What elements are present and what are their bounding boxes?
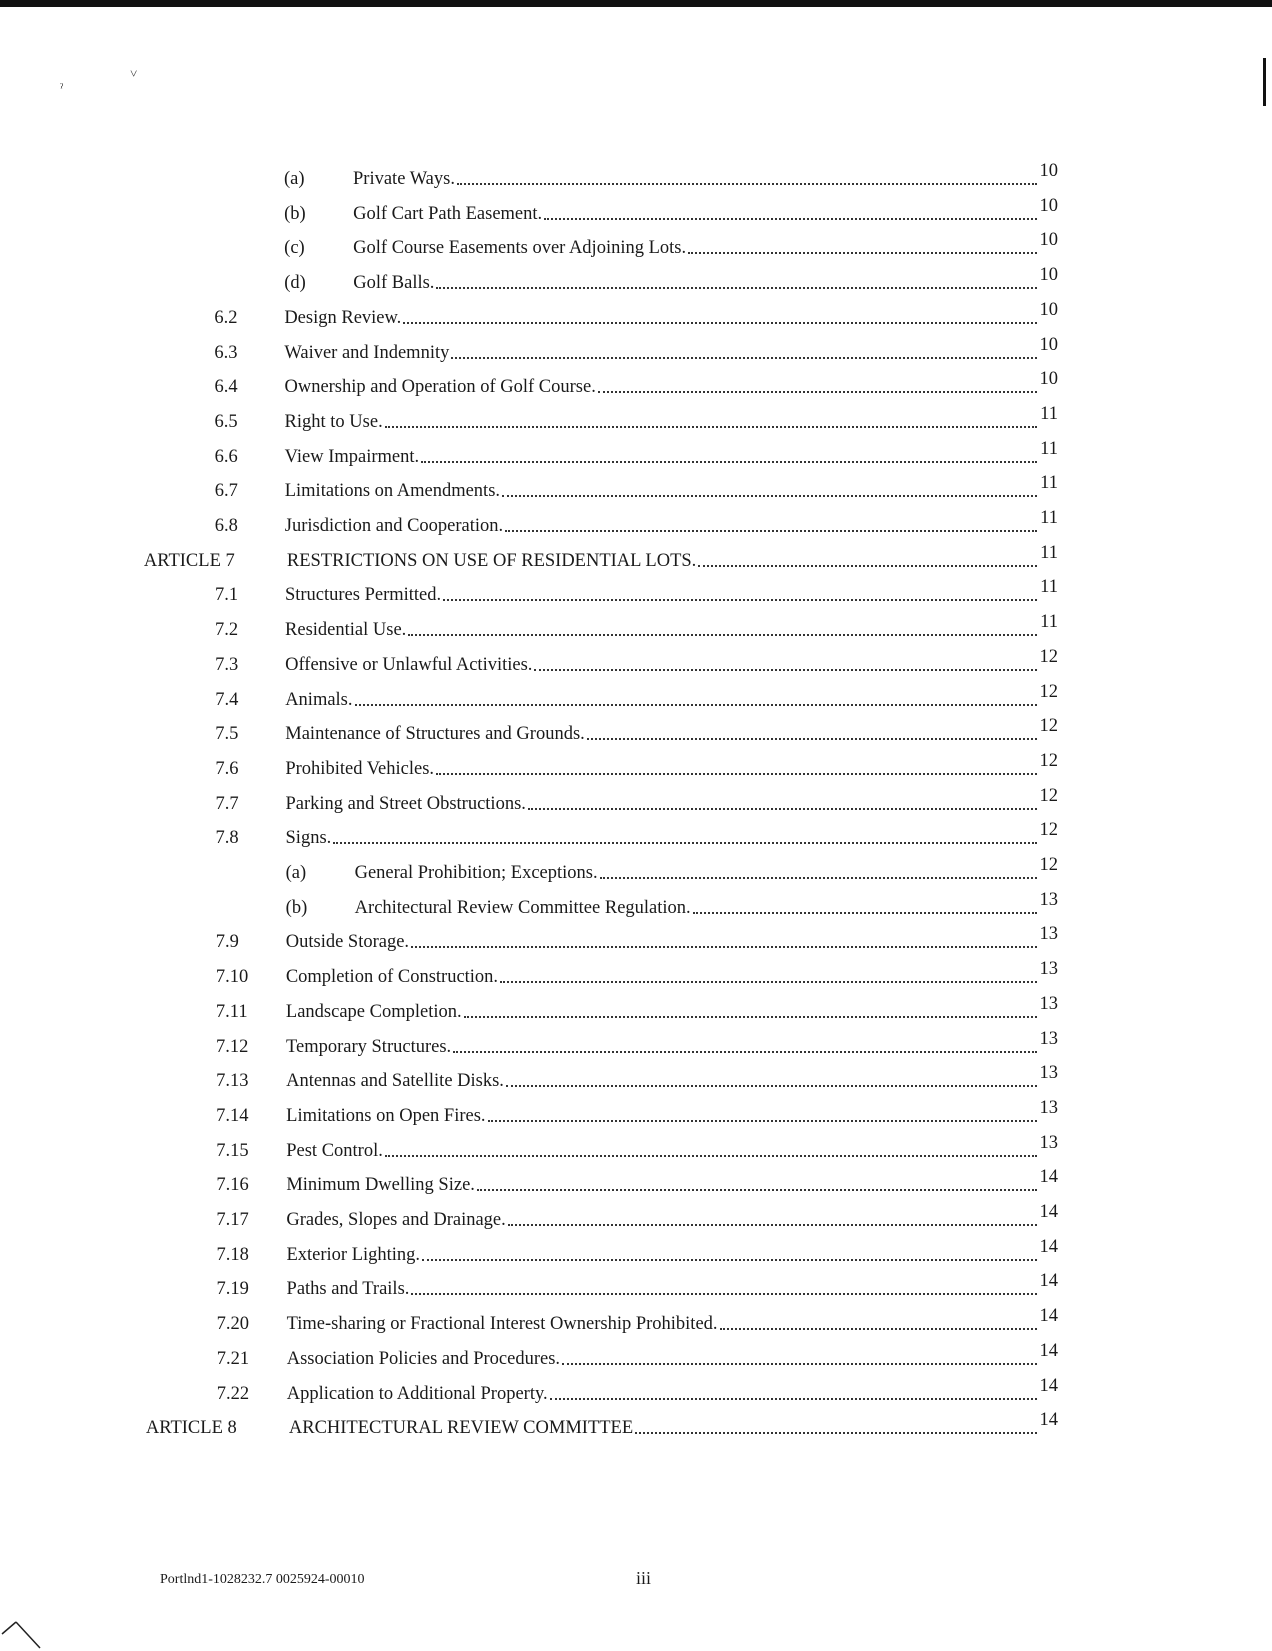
toc-entry-page: 10 xyxy=(1039,265,1058,285)
toc-entry-page: 14 xyxy=(1039,1341,1058,1361)
toc-entry-page: 12 xyxy=(1039,682,1058,702)
toc-dot-leader xyxy=(506,1085,1037,1087)
toc-dot-leader xyxy=(411,946,1036,948)
toc-entry-number: 6.5 xyxy=(214,412,238,432)
toc-entry-page: 12 xyxy=(1039,786,1058,806)
toc-entry-page: 13 xyxy=(1039,1029,1058,1049)
toc-entry-title: Temporary Structures. xyxy=(286,1037,452,1057)
toc-entry xyxy=(0,1270,1272,1300)
toc-entry-title: Ownership and Operation of Golf Course. xyxy=(284,377,596,397)
toc-dot-leader xyxy=(505,530,1037,532)
toc-entry xyxy=(0,1305,1272,1335)
toc-entry xyxy=(0,1409,1272,1439)
toc-entry xyxy=(0,1132,1272,1162)
toc-entry-page: 11 xyxy=(1040,404,1058,424)
toc-entry-subletter: (a) xyxy=(285,863,307,883)
toc-entry-subletter: (d) xyxy=(284,273,306,293)
toc-entry-page: 11 xyxy=(1040,543,1058,563)
toc-entry-number: 7.9 xyxy=(215,932,239,952)
toc-entry-page: 12 xyxy=(1039,751,1058,771)
toc-entry-number: 6.8 xyxy=(214,516,238,536)
toc-entry-title: Private Ways. xyxy=(353,169,455,189)
toc-entry-page: 10 xyxy=(1039,369,1058,389)
toc-dot-leader xyxy=(436,287,1036,289)
toc-entry-number: 7.4 xyxy=(215,690,239,710)
toc-dot-leader xyxy=(411,1293,1036,1295)
toc-dot-leader xyxy=(600,877,1037,879)
scan-corner-mark xyxy=(0,1612,44,1651)
toc-dot-leader xyxy=(488,1120,1037,1122)
toc-entry-number: 7.7 xyxy=(215,794,239,814)
toc-entry-title: Time-sharing or Fractional Interest Ownership Prohibited. xyxy=(286,1314,718,1334)
toc-entry-title: Landscape Completion. xyxy=(285,1002,462,1022)
toc-entry-title: Parking and Street Obstructions. xyxy=(285,794,526,814)
toc-entry-page: 12 xyxy=(1039,855,1058,875)
toc-entry xyxy=(0,403,1272,433)
toc-entry xyxy=(0,542,1272,572)
toc-entry-title: Pest Control. xyxy=(286,1141,383,1161)
toc-entry-page: 11 xyxy=(1040,508,1058,528)
toc-entry-number: ARTICLE 7 xyxy=(143,551,235,571)
toc-entry-title: Minimum Dwelling Size. xyxy=(286,1175,475,1195)
toc-entry xyxy=(0,750,1272,780)
toc-entry-page: 10 xyxy=(1039,196,1058,216)
toc-entry-page: 14 xyxy=(1039,1410,1058,1430)
toc-dot-leader xyxy=(534,669,1036,671)
toc-entry-title: View Impairment. xyxy=(284,447,420,467)
toc-entry-number: 6.4 xyxy=(214,377,238,397)
toc-entry-title: Golf Course Easements over Adjoining Lots. xyxy=(353,238,687,258)
scan-top-edge xyxy=(0,0,1272,7)
toc-entry-number: 7.12 xyxy=(216,1037,249,1057)
toc-entry-title: Animals. xyxy=(285,690,353,710)
toc-dot-leader xyxy=(457,183,1037,185)
toc-dot-leader xyxy=(464,1016,1037,1018)
toc-entry-number: 6.7 xyxy=(214,481,238,501)
toc-entry-number: 6.6 xyxy=(214,447,238,467)
toc-entry-title: Golf Balls. xyxy=(353,273,435,293)
toc-dot-leader xyxy=(355,704,1037,706)
toc-dot-leader xyxy=(544,218,1036,220)
toc-entry xyxy=(0,854,1272,884)
toc-entry-title: Right to Use. xyxy=(284,412,383,432)
toc-entry-title: Grades, Slopes and Drainage. xyxy=(286,1210,506,1230)
toc-entry-title: Design Review. xyxy=(284,308,402,328)
toc-entry-number: 7.13 xyxy=(216,1071,249,1091)
toc-entry-page: 10 xyxy=(1039,335,1058,355)
toc-entry-page: 10 xyxy=(1039,300,1058,320)
toc-entry-page: 14 xyxy=(1039,1306,1058,1326)
toc-dot-leader xyxy=(408,634,1037,636)
toc-entry-title: Structures Permitted. xyxy=(284,585,442,605)
toc-entry xyxy=(0,1201,1272,1231)
toc-entry-page: 10 xyxy=(1039,161,1058,181)
toc-entry-subletter: (b) xyxy=(284,204,306,224)
toc-entry-page: 12 xyxy=(1039,647,1058,667)
toc-entry-title: Antennas and Satellite Disks. xyxy=(286,1071,504,1091)
toc-dot-leader xyxy=(477,1189,1037,1191)
toc-entry xyxy=(0,438,1272,468)
toc-entry xyxy=(0,229,1272,259)
toc-entry-number: 7.21 xyxy=(216,1349,250,1369)
toc-entry-title: Completion of Construction. xyxy=(285,967,499,987)
toc-dot-leader xyxy=(550,1398,1037,1400)
toc-dot-leader xyxy=(436,773,1036,775)
toc-entry-page: 14 xyxy=(1039,1376,1058,1396)
toc-entry-title: Jurisdiction and Cooperation. xyxy=(284,516,504,536)
toc-entry xyxy=(0,1236,1272,1266)
scan-right-edge-mark xyxy=(1263,58,1266,106)
toc-entry-title: Application to Additional Property. xyxy=(286,1384,548,1404)
toc-entry xyxy=(0,1340,1272,1370)
toc-entry-page: 10 xyxy=(1039,230,1058,250)
toc-entry xyxy=(0,1028,1272,1058)
toc-entry-title: General Prohibition; Exceptions. xyxy=(354,863,598,883)
toc-entry xyxy=(0,923,1272,953)
toc-entry xyxy=(0,611,1272,641)
toc-dot-leader xyxy=(720,1328,1037,1330)
toc-entry-title: Paths and Trails. xyxy=(286,1279,410,1299)
toc-dot-leader xyxy=(403,322,1036,324)
toc-entry xyxy=(0,160,1272,190)
toc-entry-number: 7.8 xyxy=(215,828,239,848)
toc-entry-number: 7.18 xyxy=(216,1245,249,1265)
scan-speck: ˀ xyxy=(60,80,64,95)
toc-dot-leader xyxy=(451,357,1036,359)
toc-dot-leader xyxy=(385,1155,1037,1157)
toc-entry-page: 14 xyxy=(1039,1237,1058,1257)
scan-speck: ˅ xyxy=(130,66,138,81)
toc-entry-page: 13 xyxy=(1039,994,1058,1014)
toc-entry-subletter: (b) xyxy=(285,898,308,918)
toc-entry-number: 7.20 xyxy=(216,1314,249,1334)
toc-entry-page: 12 xyxy=(1039,820,1058,840)
toc-dot-leader xyxy=(502,495,1037,497)
toc-entry xyxy=(0,889,1272,919)
toc-entry-title: Outside Storage. xyxy=(285,932,410,952)
toc-entry-page: 11 xyxy=(1040,439,1058,459)
toc-entry-page: 11 xyxy=(1040,473,1058,493)
toc-entry xyxy=(0,785,1272,815)
toc-entry-number: 7.5 xyxy=(215,724,239,744)
toc-entry-number: 7.16 xyxy=(216,1175,249,1195)
toc-dot-leader xyxy=(587,738,1037,740)
toc-entry-title: Waiver and Indemnity xyxy=(284,343,450,363)
toc-entry-title: Limitations on Amendments. xyxy=(284,481,501,501)
toc-entry-page: 13 xyxy=(1039,890,1058,910)
document-id: Portlnd1-1028232.7 0025924-00010 xyxy=(160,1572,365,1587)
toc-entry-title: Maintenance of Structures and Grounds. xyxy=(285,724,585,744)
toc-entry-number: 7.1 xyxy=(214,585,239,605)
toc-entry-title: RESTRICTIONS ON USE OF RESIDENTIAL LOTS. xyxy=(286,551,697,571)
toc-dot-leader xyxy=(421,461,1037,463)
toc-entry xyxy=(0,507,1272,537)
toc-entry-number: 7.15 xyxy=(216,1141,249,1161)
toc-entry-page: 13 xyxy=(1039,1063,1058,1083)
toc-entry-number: 7.3 xyxy=(215,655,239,675)
toc-entry xyxy=(0,334,1272,364)
toc-entry-title: Association Policies and Procedures. xyxy=(286,1349,561,1369)
toc-entry xyxy=(0,681,1272,711)
toc-entry xyxy=(0,576,1272,606)
toc-entry-number: 6.3 xyxy=(214,343,238,363)
toc-entry-number: 7.11 xyxy=(215,1002,248,1022)
toc-entry-title: Signs. xyxy=(285,828,332,848)
toc-entry xyxy=(0,1375,1272,1405)
toc-entry-page: 14 xyxy=(1039,1202,1058,1222)
toc-entry-title: ARCHITECTURAL REVIEW COMMITTEE xyxy=(288,1418,634,1438)
toc-entry-number: ARTICLE 8 xyxy=(145,1418,237,1438)
toc-entry-number: 7.17 xyxy=(216,1210,249,1230)
toc-entry-page: 13 xyxy=(1039,1133,1058,1153)
toc-entry-title: Architectural Review Committee Regulation. xyxy=(354,898,691,918)
toc-entry xyxy=(0,1097,1272,1127)
toc-entry-title: Prohibited Vehicles. xyxy=(285,759,435,779)
toc-entry-title: Residential Use. xyxy=(285,620,407,640)
toc-entry xyxy=(0,1166,1272,1196)
toc-entry-number: 7.10 xyxy=(215,967,249,987)
toc-entry xyxy=(0,264,1272,294)
toc-entry-page: 14 xyxy=(1039,1167,1058,1187)
toc-dot-leader xyxy=(508,1224,1037,1226)
toc-entry-number: 7.2 xyxy=(215,620,239,640)
toc-dot-leader xyxy=(598,391,1037,393)
toc-entry-page: 13 xyxy=(1039,959,1058,979)
toc-dot-leader xyxy=(333,842,1036,844)
toc-entry xyxy=(0,195,1272,225)
toc-entry xyxy=(0,368,1272,398)
toc-entry-page: 11 xyxy=(1040,612,1058,632)
toc-entry xyxy=(0,819,1272,849)
toc-entry-title: Exterior Lighting. xyxy=(286,1245,421,1265)
toc-dot-leader xyxy=(528,808,1037,810)
toc-entry xyxy=(0,1062,1272,1092)
toc-dot-leader xyxy=(500,981,1036,983)
toc-entry-number: 7.19 xyxy=(216,1279,249,1299)
toc-dot-leader xyxy=(688,252,1036,254)
toc-entry-number: 6.2 xyxy=(214,308,238,328)
toc-entry-title: Limitations on Open Fires. xyxy=(286,1106,486,1126)
toc-dot-leader xyxy=(562,1363,1036,1365)
toc-dot-leader xyxy=(443,599,1037,601)
toc-entry-number: 7.14 xyxy=(216,1106,249,1126)
toc-entry xyxy=(0,472,1272,502)
toc-dot-leader xyxy=(453,1051,1036,1053)
toc-entry-page: 12 xyxy=(1039,716,1058,736)
toc-entry-subletter: (c) xyxy=(284,238,305,258)
toc-entry xyxy=(0,715,1272,745)
toc-entry xyxy=(0,958,1272,988)
toc-entry xyxy=(0,299,1272,329)
toc-entry-title: Golf Cart Path Easement. xyxy=(353,204,543,224)
toc-dot-leader xyxy=(698,565,1037,567)
toc-entry xyxy=(0,646,1272,676)
toc-entry-page: 13 xyxy=(1039,1098,1058,1118)
toc-dot-leader xyxy=(635,1432,1036,1434)
toc-entry-title: Offensive or Unlawful Activities. xyxy=(285,655,533,675)
toc-entry xyxy=(0,993,1272,1023)
page-number: iii xyxy=(636,1568,652,1588)
toc-entry-page: 14 xyxy=(1039,1271,1058,1291)
toc-entry-page: 11 xyxy=(1040,577,1058,597)
toc-dot-leader xyxy=(693,912,1037,914)
toc-entry-page: 13 xyxy=(1039,924,1058,944)
toc-entry-subletter: (a) xyxy=(284,169,305,189)
toc-dot-leader xyxy=(385,426,1037,428)
toc-entry-number: 7.6 xyxy=(215,759,239,779)
toc-dot-leader xyxy=(422,1259,1036,1261)
toc-entry-number: 7.22 xyxy=(216,1384,250,1404)
